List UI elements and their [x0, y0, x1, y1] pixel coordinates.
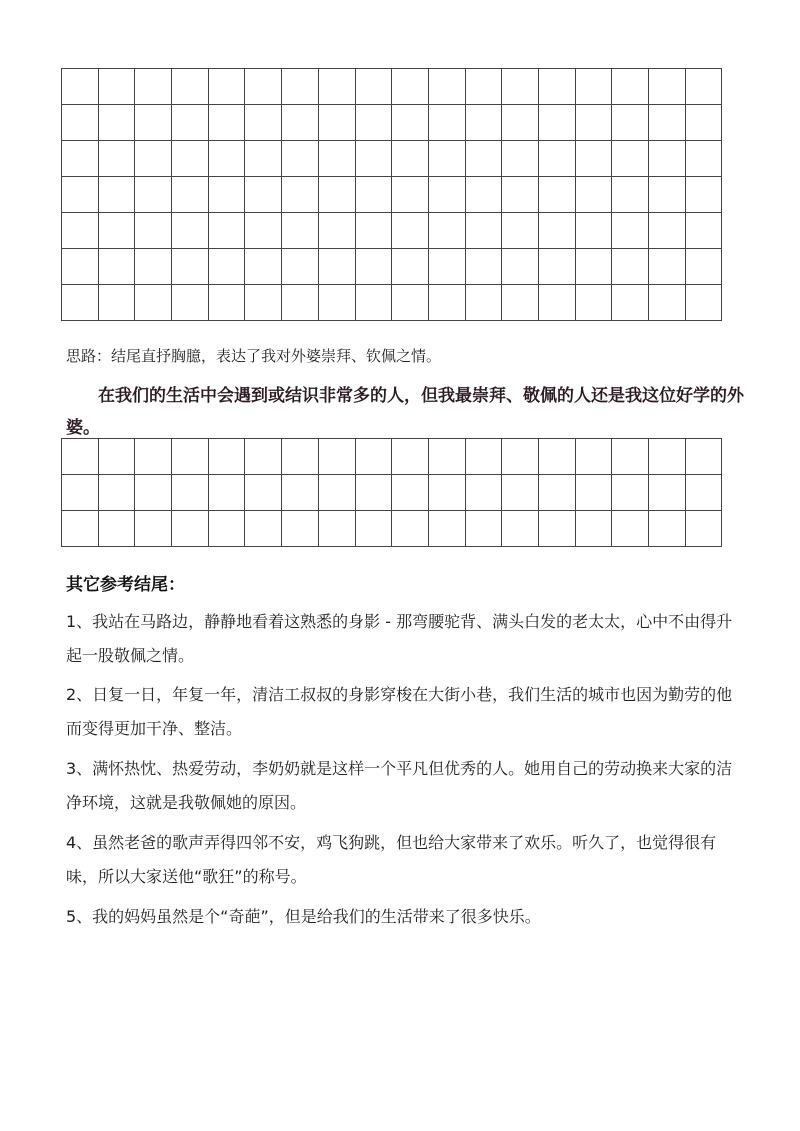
grid-cell[interactable]	[428, 439, 465, 475]
grid-cell[interactable]	[245, 249, 282, 285]
grid-cell[interactable]	[208, 285, 245, 321]
grid-cell[interactable]	[318, 439, 355, 475]
grid-cell[interactable]	[392, 249, 429, 285]
grid-cell[interactable]	[98, 249, 135, 285]
grid-cell[interactable]	[135, 105, 172, 141]
grid-cell[interactable]	[649, 213, 686, 249]
grid-cell[interactable]	[685, 69, 722, 105]
grid-cell[interactable]	[538, 105, 575, 141]
grid-cell[interactable]	[208, 141, 245, 177]
grid-cell[interactable]	[282, 213, 319, 249]
grid-cell[interactable]	[62, 141, 99, 177]
grid-cell[interactable]	[135, 511, 172, 547]
highlight-paragraph: 在我们的生活中会遇到或结识非常多的人，但我最崇拜、敬佩的人还是我这位好学的外婆。	[66, 386, 744, 438]
grid-cell[interactable]	[428, 249, 465, 285]
grid-cell[interactable]	[208, 213, 245, 249]
grid-cell[interactable]	[62, 511, 99, 547]
grid-cell[interactable]	[392, 105, 429, 141]
section-title: 其它参考结尾：	[66, 575, 185, 595]
grid-cell[interactable]	[502, 475, 539, 511]
grid-cell[interactable]	[575, 439, 612, 475]
grid-cell[interactable]	[318, 213, 355, 249]
grid-cell[interactable]	[465, 439, 502, 475]
grid-cell[interactable]	[612, 69, 649, 105]
grid-cell[interactable]	[538, 285, 575, 321]
grid-cell[interactable]	[465, 69, 502, 105]
grid-cell[interactable]	[649, 177, 686, 213]
grid-cell[interactable]	[62, 177, 99, 213]
grid-cell[interactable]	[649, 105, 686, 141]
grid-cell[interactable]	[575, 475, 612, 511]
grid-cell[interactable]	[355, 475, 392, 511]
grid-cell[interactable]	[355, 177, 392, 213]
grid-cell[interactable]	[245, 69, 282, 105]
grid-cell[interactable]	[355, 141, 392, 177]
ending-item-5: 5、我的妈妈虽然是个“奇葩”，但是给我们的生活带来了很多快乐。	[66, 907, 541, 926]
grid-cell[interactable]	[135, 177, 172, 213]
grid-cell[interactable]	[318, 511, 355, 547]
grid-cell[interactable]	[98, 69, 135, 105]
grid-cell[interactable]	[502, 213, 539, 249]
grid-cell[interactable]	[392, 439, 429, 475]
grid-cell[interactable]	[612, 511, 649, 547]
grid-cell[interactable]	[392, 177, 429, 213]
grid-cell[interactable]	[465, 213, 502, 249]
grid-cell[interactable]	[208, 177, 245, 213]
grid-cell[interactable]	[282, 439, 319, 475]
grid-cell[interactable]	[575, 177, 612, 213]
grid-cell[interactable]	[538, 511, 575, 547]
grid-cell[interactable]	[245, 511, 282, 547]
grid-cell[interactable]	[172, 105, 209, 141]
grid-cell[interactable]	[355, 213, 392, 249]
grid-cell[interactable]	[649, 249, 686, 285]
grid-row	[62, 249, 722, 285]
grid-row	[62, 511, 722, 547]
grid-cell[interactable]	[685, 105, 722, 141]
grid-cell[interactable]	[98, 511, 135, 547]
grid-cell[interactable]	[282, 105, 319, 141]
grid-cell[interactable]	[538, 439, 575, 475]
grid-cell[interactable]	[575, 69, 612, 105]
grid-cell[interactable]	[135, 439, 172, 475]
grid-cell[interactable]	[282, 285, 319, 321]
grid-cell[interactable]	[62, 475, 99, 511]
grid-cell[interactable]	[392, 69, 429, 105]
grid-cell[interactable]	[428, 69, 465, 105]
grid-cell[interactable]	[245, 213, 282, 249]
grid-cell[interactable]	[612, 439, 649, 475]
grid-cell[interactable]	[318, 141, 355, 177]
grid-cell[interactable]	[465, 177, 502, 213]
grid-cell[interactable]	[538, 69, 575, 105]
grid-cell[interactable]	[318, 249, 355, 285]
grid-cell[interactable]	[502, 141, 539, 177]
grid-cell[interactable]	[208, 105, 245, 141]
grid-cell[interactable]	[245, 141, 282, 177]
grid-cell[interactable]	[135, 249, 172, 285]
grid-cell[interactable]	[538, 249, 575, 285]
grid-cell[interactable]	[318, 105, 355, 141]
grid-cell[interactable]	[62, 249, 99, 285]
grid-row	[62, 439, 722, 475]
grid-cell[interactable]	[502, 105, 539, 141]
grid-cell[interactable]	[612, 475, 649, 511]
grid-cell[interactable]	[428, 141, 465, 177]
grid-cell[interactable]	[502, 177, 539, 213]
grid-cell[interactable]	[575, 105, 612, 141]
grid-cell[interactable]	[98, 439, 135, 475]
grid-cell[interactable]	[612, 105, 649, 141]
grid-cell[interactable]	[135, 141, 172, 177]
grid-cell[interactable]	[502, 511, 539, 547]
grid-cell[interactable]	[355, 285, 392, 321]
grid-cell[interactable]	[685, 285, 722, 321]
grid-cell[interactable]	[208, 249, 245, 285]
grid-cell[interactable]	[135, 213, 172, 249]
grid-cell[interactable]	[649, 511, 686, 547]
grid-cell[interactable]	[575, 511, 612, 547]
grid-cell[interactable]	[685, 439, 722, 475]
grid-cell[interactable]	[282, 511, 319, 547]
grid-cell[interactable]	[428, 213, 465, 249]
grid-cell[interactable]	[392, 511, 429, 547]
grid-cell[interactable]	[465, 141, 502, 177]
grid-cell[interactable]	[245, 105, 282, 141]
grid-cell[interactable]	[98, 141, 135, 177]
grid-row	[62, 213, 722, 249]
grid-cell[interactable]	[649, 439, 686, 475]
grid-cell[interactable]	[502, 439, 539, 475]
ending-item-3: 3、满怀热忱、热爱劳动，李奶奶就是这样一个平凡但优秀的人。她用自己的劳动换来大家的洁净环境，这就是我敬佩她的原因。	[66, 759, 733, 812]
ending-item-2: 2、日复一日，年复一年，清洁工叔叔的身影穿梭在大街小巷，我们生活的城市也因为勤劳的他而变得更加干净、整洁。	[66, 685, 733, 738]
grid-cell[interactable]	[208, 69, 245, 105]
grid-cell[interactable]	[685, 141, 722, 177]
grid-cell[interactable]	[685, 511, 722, 547]
grid-cell[interactable]	[612, 213, 649, 249]
writing-grid-middle[interactable]	[61, 438, 722, 547]
grid-cell[interactable]	[355, 439, 392, 475]
grid-cell[interactable]	[392, 141, 429, 177]
grid-row	[62, 177, 722, 213]
grid-cell[interactable]	[355, 511, 392, 547]
grid-cell[interactable]	[318, 177, 355, 213]
grid-cell[interactable]	[172, 439, 209, 475]
grid-cell[interactable]	[465, 511, 502, 547]
grid-cell[interactable]	[245, 177, 282, 213]
grid-cell[interactable]	[428, 475, 465, 511]
grid-cell[interactable]	[502, 249, 539, 285]
grid-cell[interactable]	[318, 69, 355, 105]
grid-cell[interactable]	[98, 285, 135, 321]
grid-row	[62, 105, 722, 141]
grid-cell[interactable]	[172, 511, 209, 547]
grid-cell[interactable]	[685, 177, 722, 213]
grid-cell[interactable]	[392, 213, 429, 249]
grid-cell[interactable]	[135, 69, 172, 105]
ending-item-4: 4、虽然老爸的歌声弄得四邻不安，鸡飞狗跳，但也给大家带来了欢乐。听久了，也觉得很有味，所以大家送他“歌狂”的称号。	[66, 833, 717, 886]
grid-cell[interactable]	[172, 141, 209, 177]
grid-cell[interactable]	[612, 249, 649, 285]
grid-cell[interactable]	[135, 285, 172, 321]
grid-cell[interactable]	[98, 177, 135, 213]
grid-cell[interactable]	[245, 285, 282, 321]
grid-row	[62, 285, 722, 321]
grid-cell[interactable]	[612, 177, 649, 213]
grid-cell[interactable]	[245, 475, 282, 511]
grid-cell[interactable]	[649, 475, 686, 511]
grid-row	[62, 141, 722, 177]
grid-cell[interactable]	[282, 475, 319, 511]
grid-cell[interactable]	[245, 439, 282, 475]
grid-row	[62, 69, 722, 105]
grid-cell[interactable]	[649, 285, 686, 321]
grid-cell[interactable]	[355, 249, 392, 285]
grid-cell[interactable]	[612, 285, 649, 321]
grid-cell[interactable]	[612, 141, 649, 177]
writing-grid-top[interactable]	[61, 68, 722, 321]
grid-cell[interactable]	[282, 141, 319, 177]
grid-cell[interactable]	[98, 475, 135, 511]
grid-cell[interactable]	[538, 141, 575, 177]
grid-row	[62, 475, 722, 511]
grid-cell[interactable]	[282, 249, 319, 285]
grid-cell[interactable]	[538, 475, 575, 511]
grid-cell[interactable]	[465, 249, 502, 285]
grid-cell[interactable]	[538, 177, 575, 213]
grid-cell[interactable]	[392, 475, 429, 511]
hint-text: 思路：结尾直抒胸臆，表达了我对外婆崇拜、钦佩之情。	[66, 347, 442, 365]
grid-cell[interactable]	[282, 177, 319, 213]
grid-cell[interactable]	[428, 105, 465, 141]
grid-cell[interactable]	[575, 213, 612, 249]
ending-item-1: 1、我站在马路边，静静地看着这熟悉的身影 - 那弯腰驼背、满头白发的老太太，心中不由得升起一股敬佩之情。	[66, 612, 733, 665]
grid-cell[interactable]	[355, 69, 392, 105]
grid-cell[interactable]	[282, 69, 319, 105]
grid-cell[interactable]	[208, 439, 245, 475]
grid-cell[interactable]	[575, 285, 612, 321]
grid-cell[interactable]	[98, 213, 135, 249]
grid-cell[interactable]	[428, 511, 465, 547]
grid-cell[interactable]	[355, 105, 392, 141]
grid-cell[interactable]	[428, 177, 465, 213]
grid-cell[interactable]	[649, 69, 686, 105]
grid-cell[interactable]	[502, 285, 539, 321]
grid-cell[interactable]	[98, 105, 135, 141]
grid-cell[interactable]	[428, 285, 465, 321]
grid-cell[interactable]	[62, 69, 99, 105]
grid-cell[interactable]	[172, 475, 209, 511]
grid-cell[interactable]	[538, 213, 575, 249]
grid-cell[interactable]	[685, 213, 722, 249]
grid-cell[interactable]	[685, 475, 722, 511]
grid-cell[interactable]	[208, 475, 245, 511]
grid-cell[interactable]	[685, 249, 722, 285]
grid-cell[interactable]	[172, 177, 209, 213]
grid-cell[interactable]	[318, 285, 355, 321]
grid-cell[interactable]	[465, 475, 502, 511]
grid-cell[interactable]	[392, 285, 429, 321]
grid-cell[interactable]	[62, 105, 99, 141]
grid-cell[interactable]	[318, 475, 355, 511]
grid-cell[interactable]	[135, 475, 172, 511]
grid-cell[interactable]	[502, 69, 539, 105]
grid-cell[interactable]	[575, 141, 612, 177]
grid-cell[interactable]	[62, 439, 99, 475]
grid-cell[interactable]	[575, 249, 612, 285]
grid-cell[interactable]	[62, 285, 99, 321]
grid-cell[interactable]	[172, 69, 209, 105]
grid-cell[interactable]	[172, 249, 209, 285]
grid-cell[interactable]	[465, 105, 502, 141]
grid-cell[interactable]	[62, 213, 99, 249]
grid-cell[interactable]	[649, 141, 686, 177]
grid-cell[interactable]	[172, 213, 209, 249]
grid-cell[interactable]	[208, 511, 245, 547]
grid-cell[interactable]	[465, 285, 502, 321]
grid-cell[interactable]	[172, 285, 209, 321]
